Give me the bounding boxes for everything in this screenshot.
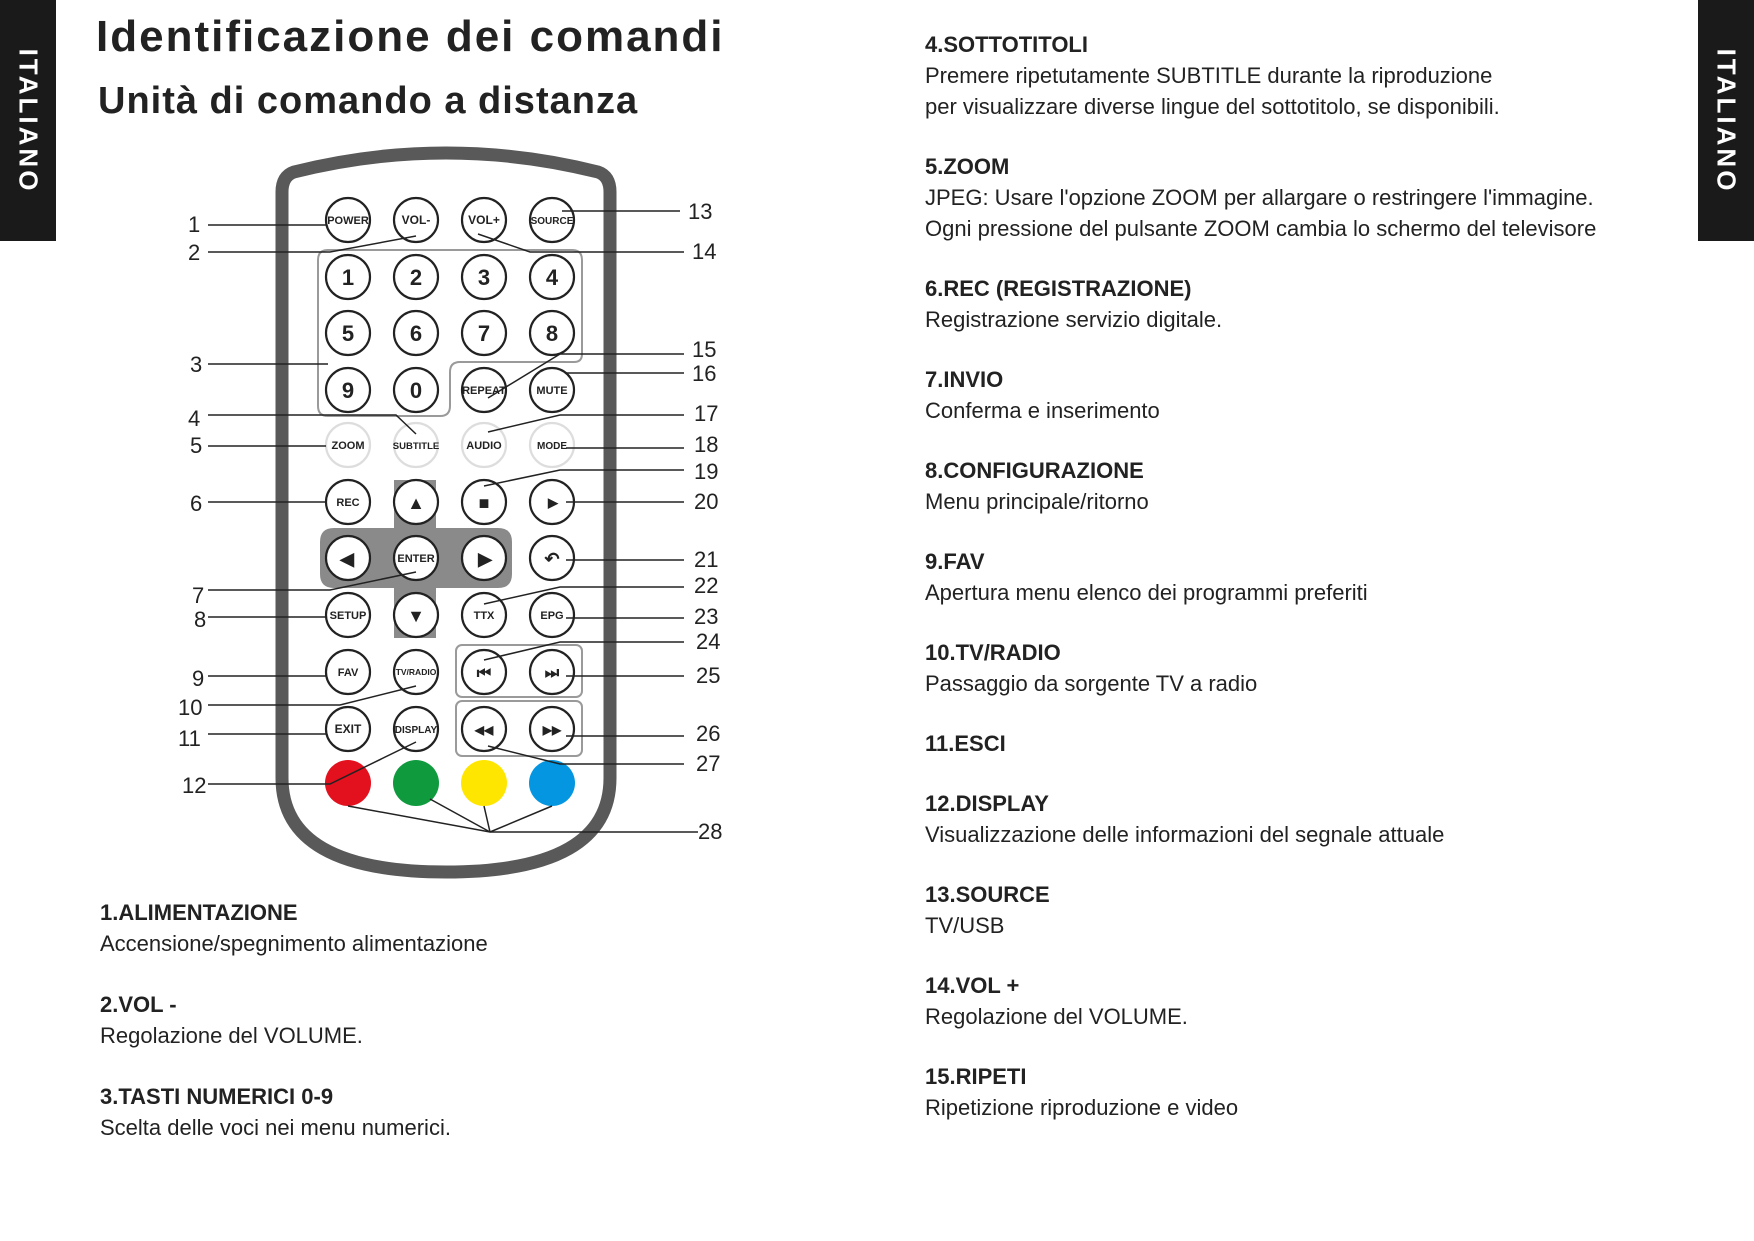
number-2-label: 2 xyxy=(409,265,423,290)
desc-item xyxy=(925,274,1685,335)
callout-14: 14 xyxy=(692,239,717,264)
callout-28: 28 xyxy=(698,819,723,844)
callout-21: 21 xyxy=(694,547,719,572)
language-label-left: ITALIANO xyxy=(13,48,44,193)
desc-item xyxy=(925,547,1685,608)
desc-text: Regolazione del VOLUME. xyxy=(925,1004,1188,1029)
display-label: DISPLAY xyxy=(394,725,438,736)
up-icon: ▲ xyxy=(407,493,425,513)
zoom-label: ZOOM xyxy=(331,440,365,452)
desc-title: 2.VOL - xyxy=(100,992,177,1017)
down-icon: ▼ xyxy=(407,606,425,626)
desc-text: Visualizzazione delle informazioni del segnale attuale xyxy=(925,822,1445,847)
yellow-button[interactable] xyxy=(461,760,507,806)
callout-23: 23 xyxy=(694,604,719,629)
number-3-label: 3 xyxy=(477,265,491,290)
back-icon: ↶ xyxy=(544,549,560,569)
enter-label: ENTER xyxy=(397,553,435,565)
left-icon: ◀ xyxy=(340,549,354,569)
callout-17: 17 xyxy=(694,401,719,426)
desc-text: Ripetizione riproduzione e video xyxy=(925,1095,1239,1120)
number-4-label: 4 xyxy=(545,265,559,290)
number-5-label: 5 xyxy=(341,321,355,346)
desc-item xyxy=(925,365,1685,426)
page-title: Identificazione dei comandi xyxy=(96,12,725,61)
source-label: SOURCE xyxy=(530,216,574,227)
number-8-label: 8 xyxy=(545,321,559,346)
next-icon: ⏭ xyxy=(544,665,560,682)
repeat-label: REPEAT xyxy=(462,385,506,397)
play-icon: ▶ xyxy=(548,495,558,510)
callout-27: 27 xyxy=(696,751,721,776)
desc-item xyxy=(925,971,1685,1032)
desc-text: Menu principale/ritorno xyxy=(925,489,1149,514)
epg-label: EPG xyxy=(540,610,564,622)
desc-item xyxy=(925,152,1685,244)
callout-26: 26 xyxy=(696,721,721,746)
desc-item xyxy=(925,30,1685,122)
callout-10: 10 xyxy=(178,695,203,720)
mute-label: MUTE xyxy=(536,385,568,397)
desc-title: 14.VOL + xyxy=(925,973,1020,998)
number-7-label: 7 xyxy=(477,321,491,346)
language-label-right: ITALIANO xyxy=(1711,48,1742,193)
callout-18: 18 xyxy=(694,432,719,457)
exit-label: EXIT xyxy=(334,722,362,736)
desc-text-2: Ogni pressione del pulsante ZOOM cambia lo schermo del televisore xyxy=(925,216,1597,241)
desc-title: 4.SOTTOTITOLI xyxy=(925,32,1088,57)
rec-label: REC xyxy=(336,497,360,509)
desc-text: Conferma e inserimento xyxy=(925,398,1160,423)
callout-3: 3 xyxy=(190,352,203,377)
desc-title: 11.ESCI xyxy=(925,731,1006,756)
power-label: POWER xyxy=(327,215,369,227)
desc-item xyxy=(925,1062,1685,1123)
desc-item xyxy=(925,638,1685,699)
callout-9: 9 xyxy=(192,666,205,691)
desc-item xyxy=(925,729,1685,759)
desc-text: Registrazione servizio digitale. xyxy=(925,307,1223,332)
desc-text: Scelta delle voci nei menu numerici. xyxy=(100,1115,451,1140)
tv-radio-label: TV/RADIO xyxy=(395,667,437,677)
descriptions-right xyxy=(925,30,1685,1153)
desc-item xyxy=(100,990,860,1051)
desc-item xyxy=(925,456,1685,517)
mode-label: MODE xyxy=(537,441,567,452)
desc-title: 15.RIPETI xyxy=(925,1064,1027,1089)
desc-item xyxy=(100,1082,860,1143)
desc-text: Apertura menu elenco dei programmi preferiti xyxy=(925,580,1368,605)
callout-20: 20 xyxy=(694,489,719,514)
descriptions-left xyxy=(100,898,860,1174)
fast-forward-icon: ▶▶ xyxy=(542,723,562,737)
desc-title: 12.DISPLAY xyxy=(925,791,1049,816)
callout-4: 4 xyxy=(188,406,201,431)
callout-19: 19 xyxy=(694,459,719,484)
desc-item xyxy=(100,898,860,959)
callout-25: 25 xyxy=(696,663,721,688)
blue-button[interactable] xyxy=(529,760,575,806)
desc-title: 7.INVIO xyxy=(925,367,1004,392)
desc-title: 3.TASTI NUMERICI 0-9 xyxy=(100,1084,334,1109)
desc-text: Accensione/spegnimento alimentazione xyxy=(100,931,488,956)
callout-22: 22 xyxy=(694,573,719,598)
number-9-label: 9 xyxy=(341,378,355,403)
callout-2: 2 xyxy=(188,240,201,265)
callout-5: 5 xyxy=(190,433,203,458)
desc-title: 13.SOURCE xyxy=(925,882,1050,907)
callout-11: 11 xyxy=(178,726,201,751)
green-button[interactable] xyxy=(393,760,439,806)
desc-text: JPEG: Usare l'opzione ZOOM per allargare o restringere l'immagine. xyxy=(925,185,1594,210)
desc-text: Regolazione del VOLUME. xyxy=(100,1023,363,1048)
rewind-icon: ◀◀ xyxy=(474,723,494,737)
audio-label: AUDIO xyxy=(466,440,502,452)
desc-title: 6.REC (REGISTRAZIONE) xyxy=(925,276,1192,301)
callout-24: 24 xyxy=(696,629,721,654)
number-0-label: 0 xyxy=(409,378,423,403)
page-subtitle: Unità di comando a distanza xyxy=(98,80,639,122)
language-tab-right xyxy=(1698,0,1754,241)
remote-diagram xyxy=(0,0,760,890)
ttx-label: TTX xyxy=(473,610,495,622)
desc-title: 5.ZOOM xyxy=(925,154,1010,179)
desc-title: 9.FAV xyxy=(925,549,985,574)
setup-label: SETUP xyxy=(329,610,367,622)
fav-label: FAV xyxy=(337,667,359,679)
number-6-label: 6 xyxy=(409,321,423,346)
desc-item xyxy=(925,880,1685,941)
callout-13: 13 xyxy=(688,199,713,224)
right-icon: ▶ xyxy=(478,549,492,569)
callout-7: 7 xyxy=(192,583,205,608)
desc-text-2: per visualizzare diverse lingue del sottotitolo, se disponibili. xyxy=(925,94,1500,119)
callout-16: 16 xyxy=(692,361,717,386)
callout-1: 1 xyxy=(188,212,201,237)
callout-15: 15 xyxy=(692,337,717,362)
callout-12: 12 xyxy=(182,773,207,798)
desc-item xyxy=(925,789,1685,850)
vol-minus-label: VOL- xyxy=(401,213,431,227)
subtitle-label: SUBTITLE xyxy=(392,441,440,452)
desc-title: 1.ALIMENTAZIONE xyxy=(100,900,298,925)
callout-6: 6 xyxy=(190,491,203,516)
desc-text: Premere ripetutamente SUBTITLE durante la riproduzione xyxy=(925,63,1493,88)
desc-title: 10.TV/RADIO xyxy=(925,640,1061,665)
desc-text: Passaggio da sorgente TV a radio xyxy=(925,671,1258,696)
callout-8: 8 xyxy=(194,607,207,632)
vol-plus-label: VOL+ xyxy=(468,213,500,227)
number-1-label: 1 xyxy=(341,265,355,290)
desc-text: TV/USB xyxy=(925,913,1005,938)
stop-icon: ■ xyxy=(478,493,490,513)
desc-title: 8.CONFIGURAZIONE xyxy=(925,458,1144,483)
previous-icon: ⏮ xyxy=(476,665,492,682)
